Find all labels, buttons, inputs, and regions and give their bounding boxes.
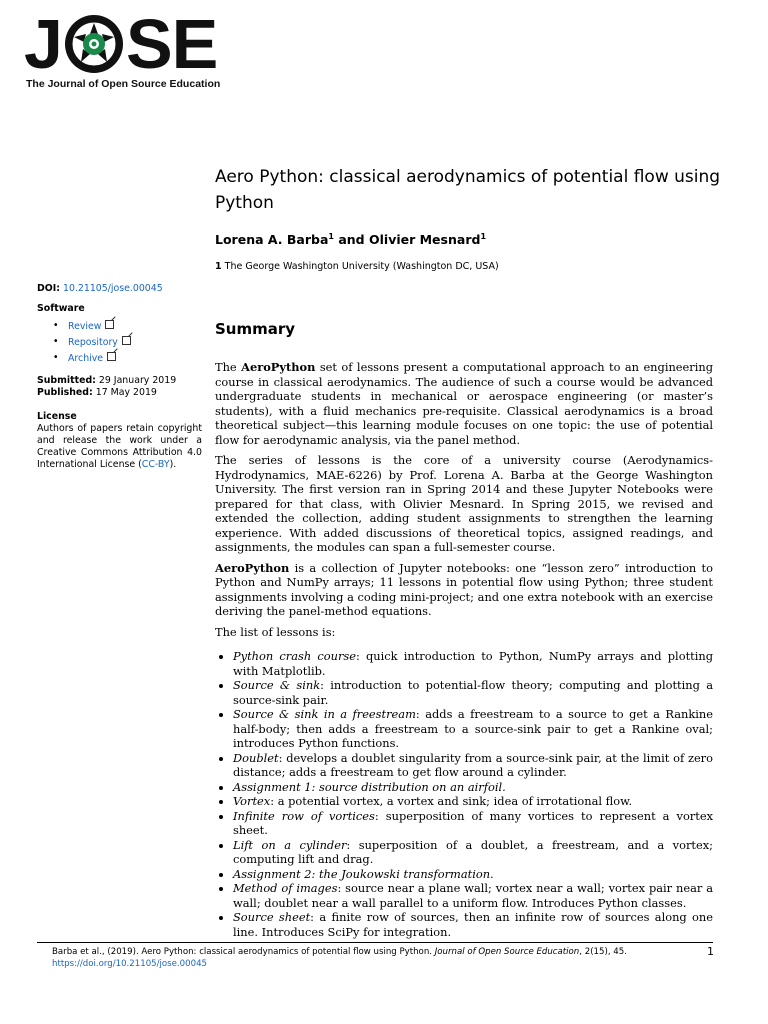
citation-text: Barba et al., (2019). Aero Python: classical aerodynamics of potential flow using Python.	[52, 947, 432, 957]
lesson-desc: : a finite row of sources, then an infinite row of sources along one line. Introduces SciPy for integration.	[233, 910, 713, 939]
page-footer	[52, 946, 714, 970]
affiliation	[215, 261, 499, 272]
journal-logo	[24, 5, 234, 90]
lesson-name: Doublet	[233, 750, 279, 765]
logo-letter-j: J	[24, 5, 62, 83]
lesson-desc: : introduction to potential-flow theory; computing and plotting a source-sink pair.	[233, 678, 714, 707]
license-text	[37, 423, 202, 471]
software-link-repository[interactable]	[53, 336, 202, 349]
lesson-list	[215, 649, 713, 939]
archive-link[interactable]: Archive	[68, 353, 104, 364]
list-item	[233, 780, 713, 795]
page-number: 1	[707, 945, 714, 958]
paragraph: The list of lessons is:	[215, 624, 336, 639]
software-link-archive[interactable]	[53, 352, 202, 365]
doi-label: DOI:	[37, 283, 60, 294]
text-run: is a collection of Jupyter notebooks: one “lesson zero” introduction to Python and NumPy arrays; 11 lessons in potential flow using Python; three student assignments involving a coding mini-project; and one extra notebook with an exercise deriving the panel-method equations.	[215, 560, 713, 618]
lesson-name: Infinite row of vortices	[233, 808, 375, 823]
license-end: ).	[169, 459, 177, 470]
lesson-name: Method of images	[233, 881, 338, 895]
list-item	[233, 794, 713, 809]
lesson-desc: : source near a plane wall; vortex near a wall; vortex pair near a wall; doublet near a wall parallel to a uniform flow. Introduces Python classes.	[233, 881, 713, 910]
paragraph	[215, 360, 713, 447]
published-label: Published:	[37, 387, 93, 398]
author-name: Olivier Mesnard	[369, 232, 481, 248]
logo-seal-icon	[64, 14, 124, 74]
list-item	[233, 707, 713, 751]
lesson-desc: : a potential vortex, a vortex and sink; idea of irrotational flow.	[270, 794, 633, 808]
review-link[interactable]: Review	[68, 321, 102, 332]
submitted-row	[37, 375, 202, 387]
journal-tagline: The Journal of Open Source Education	[26, 78, 221, 90]
paper-title: Aero Python: classical aerodynamics of potential flow using Python	[215, 167, 721, 213]
list-item	[233, 910, 713, 939]
external-link-icon	[122, 336, 131, 345]
logo-letters-se: SE	[125, 5, 218, 83]
affiliation-text: The George Washington University (Washington DC, USA)	[224, 261, 499, 272]
lesson-desc: : develops a doublet singularity from a source-sink pair, at the limit of zero distance; adds a freestream to get flow around a cylinder.	[233, 750, 713, 779]
author-affil-mark: 1	[480, 232, 487, 241]
lesson-desc: : superposition of a doublet, a freestream, and a vortex; computing lift and drag.	[233, 837, 713, 866]
author-list	[215, 232, 486, 247]
lesson-name: Assignment 1: source distribution on an airfoil.	[233, 779, 506, 794]
text-run: The	[215, 360, 242, 374]
list-item	[233, 838, 713, 867]
lesson-name: Source & sink	[233, 678, 321, 692]
cc-by-link[interactable]: CC-BY	[141, 459, 170, 470]
footer-divider	[37, 942, 713, 943]
lesson-name: Vortex	[233, 794, 271, 808]
lesson-name: Source sheet	[233, 910, 311, 924]
published-row	[37, 387, 202, 399]
project-name: AeroPython	[215, 560, 290, 575]
paragraph: The series of lessons is the core of a university course (Aerodynamics-Hydrodynamics, MAE-6226) by Prof. Lorena A. Barba at the George Washington University. The first version ran in Spring 2014 and these Jupyter Notebooks were prepared for that class, with Olivier Mesnard. In Spring 2015, we revised and extended the collection, adding student assignments to strengthen the learning experience. With added discussions of theoretical topics, assigned readings, and assignments, the modules can span a full-semester course.	[215, 453, 713, 554]
license-body: Authors of papers retain copyright and release the work under a Creative Commons Attribution 4.0 International License (	[37, 423, 202, 470]
license-section	[37, 411, 202, 471]
software-label: Software	[37, 303, 85, 314]
author-affil-mark: 1	[328, 232, 334, 241]
doi-row	[37, 283, 202, 295]
lesson-name: Assignment 2: the Joukowski transformation.	[233, 866, 494, 881]
logo-wordmark	[24, 5, 218, 83]
lesson-name: Lift on a cylinder	[233, 837, 347, 852]
citation-line	[52, 946, 714, 958]
software-section	[37, 303, 202, 365]
published-date: 17 May 2019	[95, 387, 157, 398]
dates-section	[37, 375, 202, 399]
volume-info: , 2(15), 45.	[579, 947, 627, 957]
submitted-date: 29 January 2019	[98, 375, 177, 386]
license-label: License	[37, 411, 77, 422]
summary-heading: Summary	[215, 320, 296, 338]
paper-sidebar	[37, 283, 202, 471]
submitted-label: Submitted:	[37, 375, 96, 386]
lesson-name: Python crash course	[233, 649, 356, 663]
list-item	[233, 809, 713, 838]
summary-body	[215, 360, 713, 939]
list-item	[233, 881, 713, 910]
list-item	[233, 751, 713, 780]
project-name: AeroPython	[241, 360, 316, 374]
lesson-desc: : adds a freestream to a source to get a Rankine half-body; then adds a freestream to a source-sink pair to get a Rankine oval; introduces Python functions.	[233, 707, 714, 750]
journal-name: Journal of Open Source Education	[434, 947, 580, 957]
repository-link[interactable]: Repository	[68, 337, 118, 348]
list-item	[233, 867, 713, 882]
list-item	[233, 649, 713, 678]
affiliation-number: 1	[215, 261, 222, 272]
external-link-icon	[105, 320, 114, 329]
paragraph	[215, 561, 713, 619]
lesson-desc: : quick introduction to Python, NumPy arrays and plotting with Matplotlib.	[233, 649, 713, 678]
software-link-review[interactable]	[53, 320, 202, 333]
lesson-desc: : superposition of many vortices to represent a vortex sheet.	[233, 808, 713, 837]
software-links	[37, 320, 202, 365]
list-item	[233, 678, 713, 707]
lesson-name: Source & sink in a freestream	[233, 707, 416, 721]
author-name: Lorena A. Barba	[215, 232, 329, 248]
doi-link[interactable]: 10.21105/jose.00045	[62, 283, 163, 294]
author-conjunction: and	[338, 232, 365, 248]
citation-doi-link[interactable]: https://doi.org/10.21105/jose.00045	[52, 959, 208, 969]
text-run: set of lessons present a computational approach to an engineering course in classical aerodynamics. The audience of such a course would be advanced undergraduate students in mechanical or aerospace engineering (or master’s students), with a fluid mechanics pre-requisite. Classical aerodynamics is a broad theoretical subject—this learning module focuses on one topic: the use of potential flow for aerodynamic analysis, via the panel method.	[215, 360, 713, 447]
external-link-icon	[107, 352, 116, 361]
